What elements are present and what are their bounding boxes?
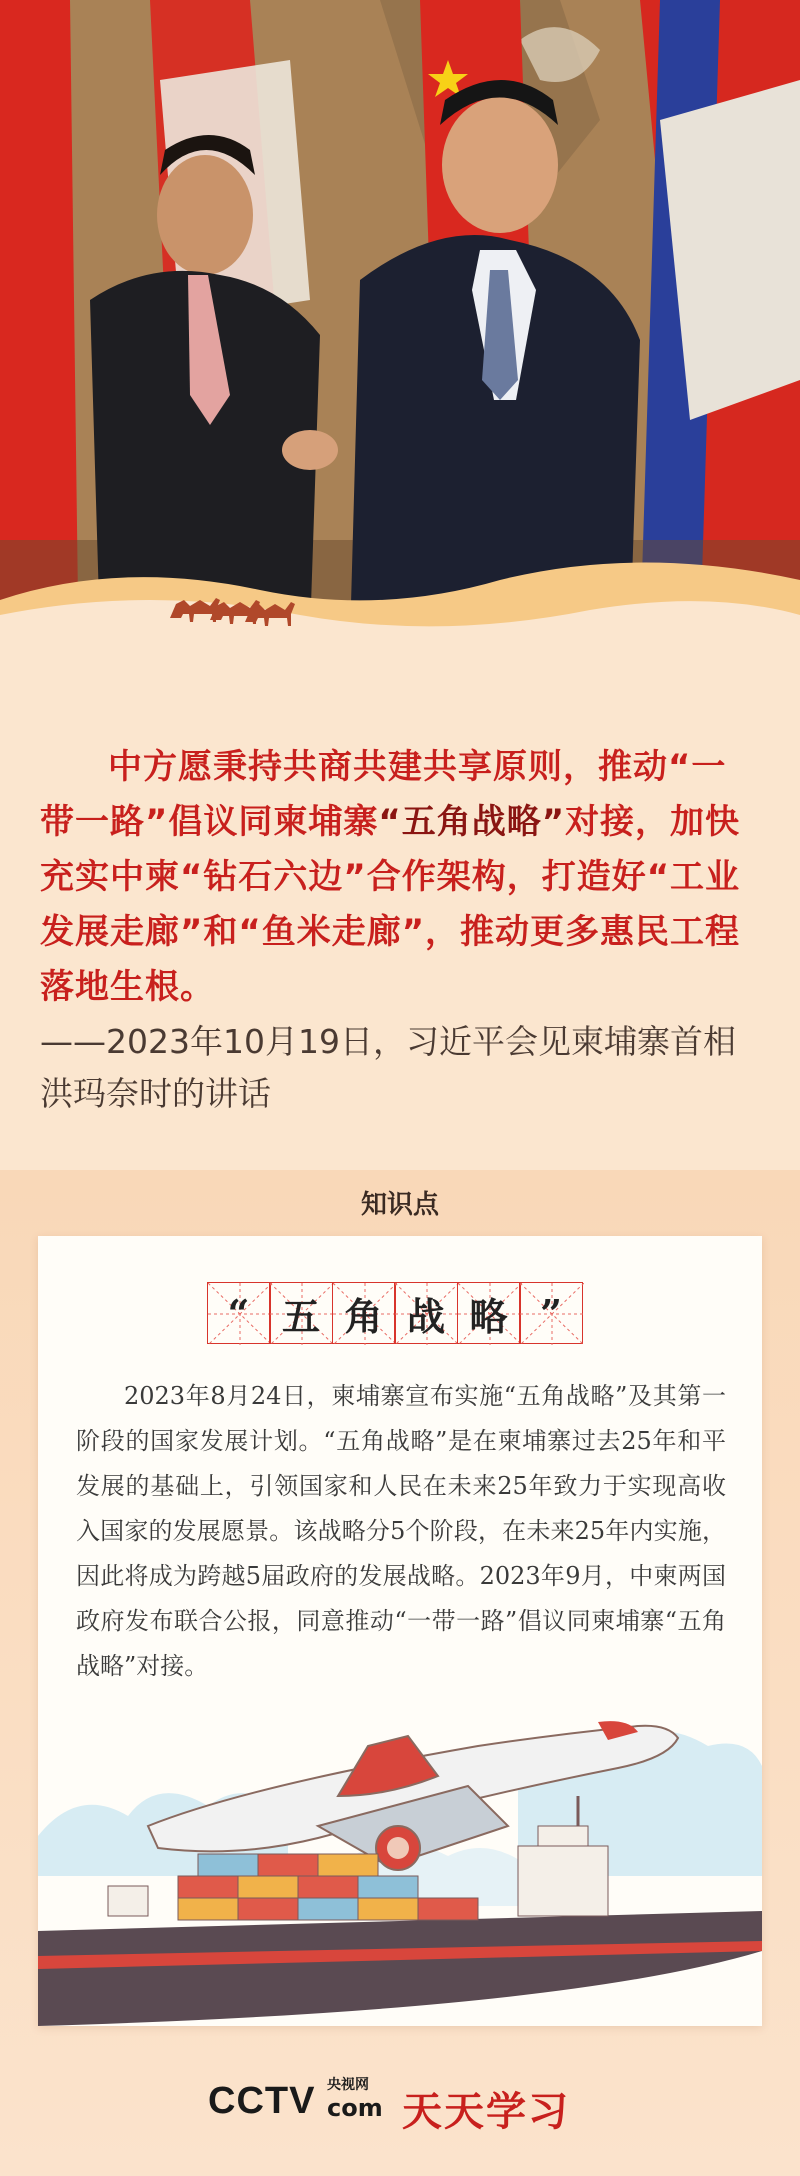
photo-illustration	[0, 0, 800, 640]
quote-source: ——2023年10月19日，习近平会见柬埔寨首相洪玛奈时的讲话	[40, 1022, 736, 1113]
quote-part-1: 中方愿秉持共商共建共享原则，推动“一带一路”倡议同柬埔寨	[40, 747, 727, 842]
grid-cell: ”	[519, 1282, 583, 1344]
cctv-logo-com: com	[327, 2094, 383, 2122]
knowledge-heading: 知识点	[360, 1190, 439, 1220]
meeting-photo	[0, 0, 800, 640]
grid-cell: 角	[332, 1282, 396, 1344]
cctv-logo-sub: 央视网	[327, 2077, 369, 2093]
footer	[0, 2060, 800, 2176]
dune-decoration	[0, 560, 800, 640]
airplane-ship-illustration	[38, 1676, 762, 2026]
grid-cell: 略	[457, 1282, 521, 1344]
quote-section	[0, 640, 800, 1170]
cctv-logo: CCTV	[208, 2080, 316, 2122]
grid-cell: 五	[269, 1282, 333, 1344]
knowledge-section	[0, 1170, 800, 2176]
quote-part-3: 对接，加快充实中柬“钻石六边”合作架构，打造好“工业发展走廊”和“鱼米走廊”，推动更多惠民工程落地生根。	[40, 802, 741, 1007]
knowledge-body: 2023年8月24日，柬埔寨宣布实施“五角战略”及其第一阶段的国家发展计划。“五角战略”是在柬埔寨过去25年和平发展的基础上，引领国家和人民在未来25年致力于实现高收入国家的发展愿景。该战略分5个阶段，在未来25年内实施，因此将成为跨越5届政府的发展战略。2023年9月，中柬两国政府发布联合公报，同意推动“一带一路”倡议同柬埔寨“五角战略”对接。	[76, 1382, 726, 1680]
quote-text	[40, 740, 760, 1015]
grid-cell: 战	[394, 1282, 458, 1344]
grid-cell: “	[207, 1282, 271, 1344]
tiantian-xuexi-logo: 天天学习	[402, 2088, 570, 2135]
quote-highlight: “五角战略”	[378, 802, 566, 842]
knowledge-card	[38, 1236, 762, 2026]
grid-title	[208, 1282, 592, 1344]
